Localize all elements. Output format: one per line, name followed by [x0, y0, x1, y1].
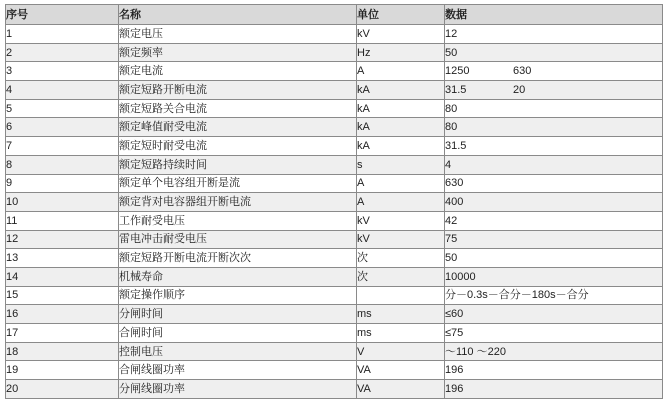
cell-unit-text: kV — [357, 214, 370, 227]
cell-name — [119, 25, 357, 44]
cell-unit — [357, 155, 445, 174]
cell-no — [6, 118, 119, 137]
cell-name-text: 额定频率 — [119, 46, 163, 59]
cell-unit-text: kV — [357, 233, 370, 246]
cell-name-text: 额定操作顺序 — [119, 289, 185, 302]
cell-value-text: 50 — [445, 46, 458, 59]
cell-value — [445, 305, 663, 324]
cell-no — [6, 174, 119, 193]
cell-value — [445, 324, 663, 343]
cell-name — [119, 305, 357, 324]
cell-no-text: 13 — [6, 252, 19, 265]
cell-value-text: 31.5 — [445, 83, 467, 96]
cell-value-text: 75 — [445, 233, 458, 246]
cell-value — [445, 342, 663, 361]
cell-value — [445, 361, 663, 380]
cell-value — [445, 25, 663, 44]
cell-name — [119, 342, 357, 361]
cell-name-text: 额定短路开断电流 — [119, 83, 207, 96]
table-row — [6, 211, 663, 230]
cell-no-text: 1 — [6, 27, 13, 40]
table-row — [6, 286, 663, 305]
cell-no — [6, 324, 119, 343]
cell-value — [445, 249, 663, 268]
cell-name-text: 额定峰值耐受电流 — [119, 121, 207, 134]
cell-no — [6, 342, 119, 361]
cell-unit-text: A — [357, 196, 365, 209]
cell-unit — [357, 361, 445, 380]
cell-no — [6, 267, 119, 286]
cell-no — [6, 380, 119, 399]
cell-unit — [357, 342, 445, 361]
cell-unit-text: 次 — [357, 270, 368, 283]
cell-unit-text: kV — [357, 27, 370, 40]
cell-name — [119, 43, 357, 62]
cell-unit-text: ms — [357, 308, 372, 321]
cell-unit-text: A — [357, 177, 365, 190]
cell-value — [445, 62, 663, 81]
cell-name-text: 额定背对电容器组开断电流 — [119, 196, 251, 209]
table-row — [6, 43, 663, 62]
cell-value-text: 4 — [445, 158, 452, 171]
cell-value-text: ≤60 — [445, 308, 464, 321]
cell-value — [445, 43, 663, 62]
cell-value — [445, 174, 663, 193]
cell-name — [119, 286, 357, 305]
cell-name-text: 雷电冲击耐受电压 — [119, 233, 207, 246]
cell-no-text: 2 — [6, 46, 13, 59]
cell-value — [445, 137, 663, 156]
table-row — [6, 174, 663, 193]
cell-value — [445, 81, 663, 100]
cell-value-text: 〜110 〜220 — [445, 345, 506, 358]
cell-no-text: 14 — [6, 270, 19, 283]
cell-no — [6, 25, 119, 44]
table-row — [6, 25, 663, 44]
header-unit: 单位 — [357, 5, 445, 25]
cell-no-text: 20 — [6, 382, 19, 395]
cell-name-text: 额定电压 — [119, 27, 163, 40]
cell-value-text: 400 — [445, 196, 464, 209]
cell-unit — [357, 230, 445, 249]
cell-value-secondary: 630 — [513, 65, 532, 78]
cell-no — [6, 286, 119, 305]
cell-value-text: 42 — [445, 214, 458, 227]
header-row — [6, 5, 663, 25]
cell-no-text: 7 — [6, 139, 13, 152]
cell-no-text: 6 — [6, 121, 13, 134]
cell-unit — [357, 286, 445, 305]
cell-no-text: 5 — [6, 102, 13, 115]
cell-name-text: 合闸线圈功率 — [119, 364, 185, 377]
table-row — [6, 380, 663, 399]
cell-no — [6, 155, 119, 174]
cell-name — [119, 267, 357, 286]
table-row — [6, 342, 663, 361]
cell-name-text: 额定短路持续时间 — [119, 158, 207, 171]
cell-no — [6, 43, 119, 62]
cell-unit — [357, 380, 445, 399]
cell-no — [6, 305, 119, 324]
cell-unit-text: A — [357, 65, 365, 78]
cell-name — [119, 249, 357, 268]
cell-value-text: 196 — [445, 382, 464, 395]
cell-name — [119, 361, 357, 380]
cell-no-text: 16 — [6, 308, 19, 321]
cell-no-text: 19 — [6, 364, 19, 377]
cell-value-text: 50 — [445, 252, 458, 265]
cell-unit — [357, 267, 445, 286]
cell-value-text: 630 — [445, 177, 464, 190]
cell-no — [6, 137, 119, 156]
spec-table — [5, 4, 663, 399]
cell-value — [445, 99, 663, 118]
cell-no-text: 10 — [6, 196, 19, 209]
table-row — [6, 99, 663, 118]
cell-value — [445, 286, 663, 305]
cell-unit — [357, 118, 445, 137]
cell-unit-text: V — [357, 345, 365, 358]
cell-name-text: 机械寿命 — [119, 270, 163, 283]
cell-name-text: 控制电压 — [119, 345, 163, 358]
cell-unit-text: kA — [357, 102, 370, 115]
cell-name — [119, 155, 357, 174]
cell-no — [6, 99, 119, 118]
cell-unit — [357, 25, 445, 44]
table-body — [6, 25, 663, 399]
cell-value — [445, 155, 663, 174]
cell-no-text: 18 — [6, 345, 19, 358]
table-row — [6, 118, 663, 137]
cell-no — [6, 62, 119, 81]
cell-unit — [357, 137, 445, 156]
cell-unit-text: 次 — [357, 252, 368, 265]
cell-no — [6, 81, 119, 100]
cell-unit — [357, 193, 445, 212]
header-no: 序号 — [6, 5, 119, 25]
cell-unit-text: s — [357, 158, 363, 171]
cell-name — [119, 118, 357, 137]
header-value: 数据 — [445, 5, 663, 25]
cell-name — [119, 211, 357, 230]
cell-no-text: 8 — [6, 158, 13, 171]
cell-value-secondary: 20 — [513, 83, 526, 96]
table-row — [6, 305, 663, 324]
cell-name-text: 额定短时耐受电流 — [119, 139, 207, 152]
cell-value-text: 1250 — [445, 65, 470, 78]
cell-value — [445, 267, 663, 286]
cell-name — [119, 174, 357, 193]
cell-unit-text: ms — [357, 326, 372, 339]
cell-value — [445, 230, 663, 249]
cell-name — [119, 380, 357, 399]
cell-no — [6, 249, 119, 268]
cell-unit — [357, 81, 445, 100]
table-row — [6, 230, 663, 249]
cell-name — [119, 62, 357, 81]
cell-unit — [357, 305, 445, 324]
table-row — [6, 62, 663, 81]
cell-no-text: 4 — [6, 83, 13, 96]
cell-value — [445, 380, 663, 399]
cell-name-text: 额定电流 — [119, 65, 163, 78]
cell-value-text: 12 — [445, 27, 458, 40]
cell-unit — [357, 249, 445, 268]
cell-unit-text: Hz — [357, 46, 371, 59]
cell-unit — [357, 211, 445, 230]
cell-name-text: 分闸时间 — [119, 308, 163, 321]
cell-name — [119, 193, 357, 212]
cell-name — [119, 230, 357, 249]
cell-unit — [357, 174, 445, 193]
cell-unit-text: VA — [357, 364, 371, 377]
cell-value-text: 80 — [445, 121, 458, 134]
cell-no — [6, 211, 119, 230]
cell-value — [445, 193, 663, 212]
cell-unit-text: kA — [357, 121, 370, 134]
cell-unit-text: VA — [357, 382, 371, 395]
cell-no-text: 15 — [6, 289, 19, 302]
cell-name — [119, 99, 357, 118]
cell-name — [119, 324, 357, 343]
cell-unit — [357, 324, 445, 343]
cell-no-text: 11 — [6, 214, 18, 227]
table-row — [6, 249, 663, 268]
table-row — [6, 361, 663, 380]
table-row — [6, 267, 663, 286]
table-row — [6, 137, 663, 156]
table-row — [6, 81, 663, 100]
cell-no-text: 12 — [6, 233, 19, 246]
cell-no-text: 17 — [6, 326, 19, 339]
cell-name-text: 额定短路关合电流 — [119, 102, 207, 115]
cell-name-text: 额定单个电容组开断是流 — [119, 177, 240, 190]
table-row — [6, 193, 663, 212]
cell-value-text: 分－0.3s－合分－180s－合分 — [445, 289, 589, 302]
cell-no-text: 9 — [6, 177, 13, 190]
cell-name — [119, 81, 357, 100]
cell-value-text: 80 — [445, 102, 458, 115]
cell-unit — [357, 43, 445, 62]
cell-value-text: 196 — [445, 364, 464, 377]
cell-no — [6, 193, 119, 212]
cell-value-text: 10000 — [445, 270, 476, 283]
cell-unit — [357, 62, 445, 81]
table-row — [6, 155, 663, 174]
cell-unit-text: kA — [357, 83, 370, 96]
cell-value-text: ≤75 — [445, 326, 464, 339]
cell-no — [6, 361, 119, 380]
header-name: 名称 — [119, 5, 357, 25]
table-row — [6, 324, 663, 343]
cell-name — [119, 137, 357, 156]
cell-name-text: 合闸时间 — [119, 326, 163, 339]
cell-unit-text: kA — [357, 139, 370, 152]
cell-name-text: 工作耐受电压 — [119, 214, 185, 227]
cell-value — [445, 118, 663, 137]
cell-unit — [357, 99, 445, 118]
cell-name-text: 分闸线圈功率 — [119, 382, 185, 395]
cell-no — [6, 230, 119, 249]
cell-value — [445, 211, 663, 230]
cell-name-text: 额定短路开断电流开断次次 — [119, 252, 251, 265]
cell-no-text: 3 — [6, 65, 13, 78]
cell-value-text: 31.5 — [445, 139, 467, 152]
